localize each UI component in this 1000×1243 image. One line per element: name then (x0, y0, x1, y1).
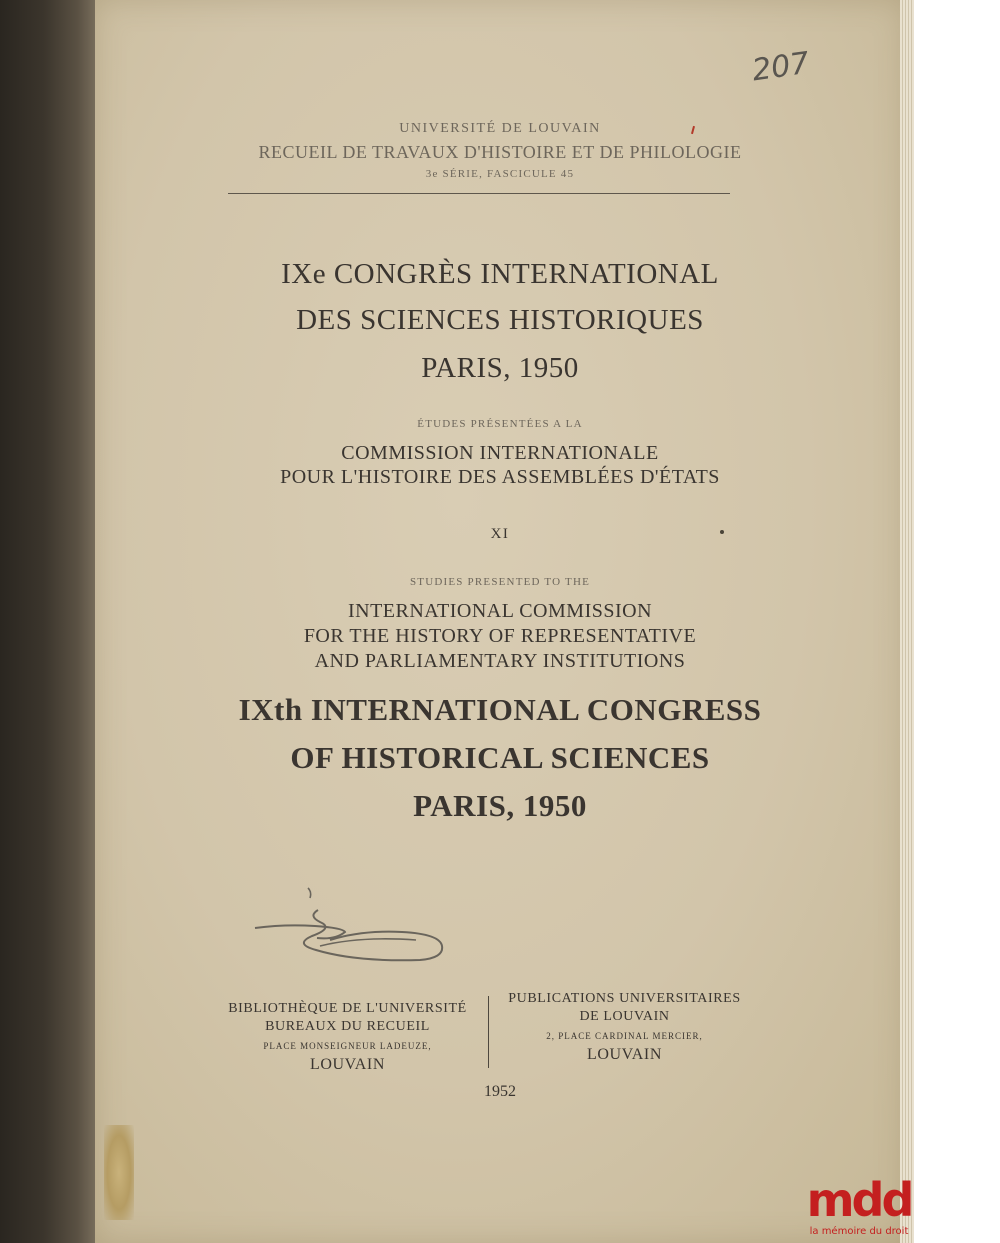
french-title-line3: PARIS, 1950 (421, 352, 579, 384)
publisher-left-line2: BUREAUX DU RECUEIL (265, 1019, 430, 1034)
english-subtitle (95, 576, 905, 676)
book-binding (0, 0, 97, 1243)
english-title (95, 692, 905, 832)
publisher-divider (488, 996, 489, 1068)
logo-tagline: la mémoire du droit (809, 1226, 909, 1237)
french-title-line1: IXe CONGRÈS INTERNATIONAL (281, 258, 719, 290)
header-rule (228, 193, 730, 194)
volume-number: XI (490, 526, 510, 542)
handwritten-number: 207 (749, 45, 812, 89)
publisher-right-line4: LOUVAIN (586, 1046, 662, 1063)
french-subtitle-intro: ÉTUDES PRÉSENTÉES A LA (417, 418, 583, 430)
publisher-left-line1: BIBLIOTHÈQUE DE L'UNIVERSITÉ (228, 1001, 467, 1016)
english-subtitle-line2: FOR THE HISTORY OF REPRESENTATIVE (303, 625, 697, 647)
series-number: 3e SÉRIE, FASCICULE 45 (425, 168, 575, 180)
logo-mark: mdd (806, 1173, 912, 1227)
series-header (95, 120, 905, 200)
french-subtitle-line1: COMMISSION INTERNATIONALE (341, 442, 659, 464)
english-title-line2: OF HISTORICAL SCIENCES (290, 740, 710, 775)
mdd-logo[interactable] (804, 1173, 914, 1243)
english-subtitle-line1: INTERNATIONAL COMMISSION (347, 600, 653, 622)
publisher-right-line2: DE LOUVAIN (579, 1009, 670, 1024)
binding-wear-mark (104, 1125, 134, 1220)
publisher-left-line3: PLACE MONSEIGNEUR LADEUZE, (263, 1041, 432, 1051)
french-subtitle-line2: POUR L'HISTOIRE DES ASSEMBLÉES D'ÉTATS (280, 466, 720, 488)
publisher-right-line3: 2, PLACE CARDINAL MERCIER, (546, 1031, 703, 1041)
ink-dot (720, 530, 724, 534)
university-name: UNIVERSITÉ DE LOUVAIN (399, 121, 601, 136)
french-subtitle (95, 418, 905, 498)
handwritten-signature (250, 880, 460, 980)
publisher-right-line1: PUBLICATIONS UNIVERSITAIRES (508, 991, 741, 1006)
english-subtitle-line3: AND PARLIAMENTARY INSTITUTIONS (314, 650, 686, 672)
publisher-right (492, 991, 757, 1064)
english-title-line1: IXth INTERNATIONAL CONGRESS (238, 692, 762, 727)
english-subtitle-intro: STUDIES PRESENTED TO THE (409, 576, 591, 588)
french-title (95, 258, 905, 388)
publication-year: 1952 (484, 1083, 516, 1100)
french-title-line2: DES SCIENCES HISTORIQUES (296, 304, 704, 336)
english-title-line3: PARIS, 1950 (413, 788, 587, 823)
series-title: RECUEIL DE TRAVAUX D'HISTOIRE ET DE PHILOLOGIE (258, 142, 742, 162)
publisher-left-line4: LOUVAIN (309, 1056, 385, 1073)
publisher-left (210, 1001, 485, 1074)
background-margin (914, 0, 1000, 1243)
